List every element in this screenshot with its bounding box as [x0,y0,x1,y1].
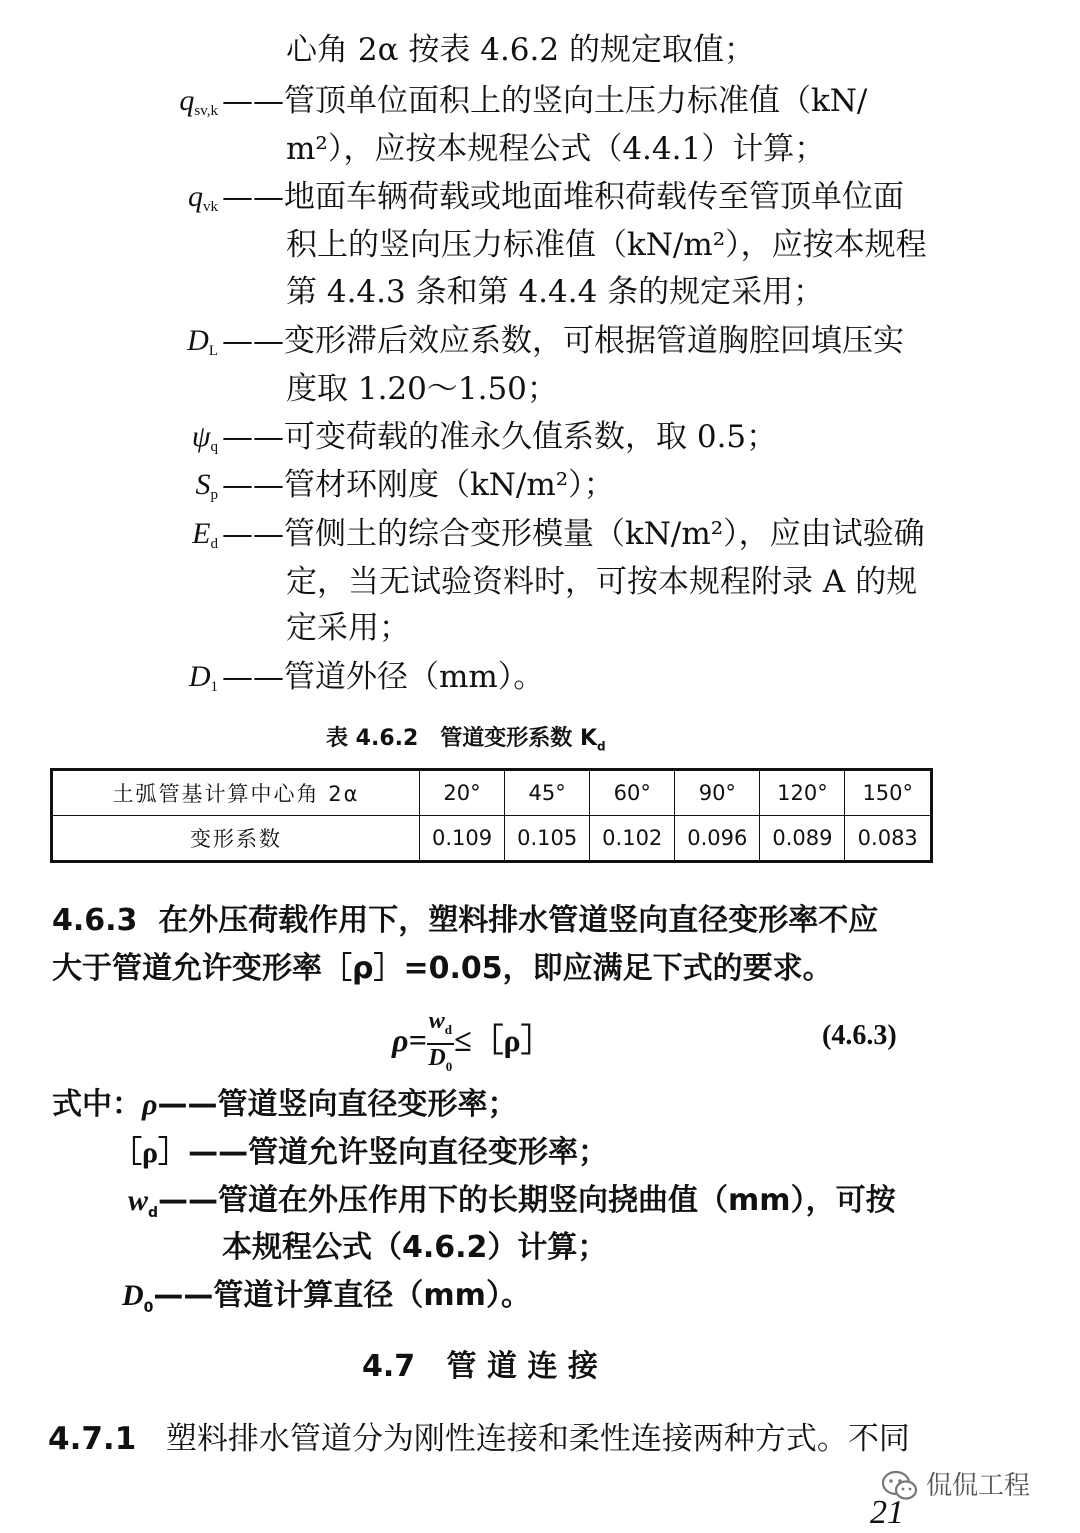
table-caption: 表 4.6.2 管道变形系数 $K_d$ [326,726,606,754]
clause-463-line2: 大于管道允许变形率［ρ］=0.05，即应满足下式的要求。 [52,951,833,986]
table-cell-angle: 150° [845,770,932,816]
definition-qvk-line3: 第 4.4.3 条和第 4.4.4 条的规定采用； [286,274,825,310]
formula-number: (4.6.3) [822,1020,897,1051]
definition-ed-line2: 定，当无试验资料时，可按本规程附录 A 的规 [286,564,918,600]
deformation-coefficient-table [50,768,933,863]
where-wd-line1: $w_d——$管道在外压作用下的长期竖向挠曲值（mm），可按 [128,1183,896,1221]
formula-fraction: $\frac{w_d}{D_0}$ [428,1008,453,1074]
definition-qsvk-line1: ——管顶单位面积上的竖向土压力标准值（kN/ [222,83,868,119]
table-header-angle: 土弧管基计算中心角 2α [52,770,420,816]
definition-continuation: 心角 2α 按表 4.6.2 的规定取值； [286,32,755,68]
watermark-text: 侃侃工程 [926,1471,1031,1501]
section-heading: 4.7 管 道 连 接 [362,1349,598,1384]
table-header-coefficient: 变形系数 [52,816,420,862]
symbol-sp: $S_p$ [195,468,218,503]
table-cell-coefficient: 0.089 [760,816,845,862]
table-cell-coefficient: 0.096 [675,816,760,862]
where-wd-line2: 本规程公式（4.6.2）计算； [222,1230,608,1265]
definition-sp: ——管材环刚度（kN/m²）； [222,467,615,503]
table-cell-coefficient: 0.083 [845,816,932,862]
symbol-qvk: $q_{vk}$ [188,180,218,215]
clause-471: 4.7.1 塑料排水管道分为刚性连接和柔性连接两种方式。不同 [48,1421,910,1457]
symbol-psiq: $\psi_q$ [191,420,218,455]
table-cell-coefficient: 0.102 [590,816,675,862]
definition-qsvk-line2: m²），应按本规程公式（4.4.1）计算； [286,131,826,167]
table-cell-angle: 120° [760,770,845,816]
table-cell-angle: 60° [590,770,675,816]
table-cell-coefficient: 0.109 [420,816,505,862]
page-number: 21 [870,1494,904,1531]
definition-d1: ——管道外径（mm）。 [222,659,545,695]
symbol-ed: $E_d$ [192,517,218,552]
symbol-qsvk: $q_{sv,k}$ [179,84,218,119]
table-row-angles [52,770,932,816]
where-rho-allowed: ［ρ］——管道允许竖向直径变形率； [112,1135,609,1170]
formula-463: ρ= $\frac{w_d}{D_0}$ ≤［ρ］ [392,1008,553,1080]
clause-463-line1: 4.6.3 在外压荷载作用下，塑料排水管道竖向直径变形率不应 [52,903,879,938]
where-d0: $D_0——$管道计算直径（mm）。 [122,1278,531,1316]
symbol-d1: $D_1$ [188,660,218,695]
table-cell-coefficient: 0.105 [505,816,590,862]
definition-dl-line1: ——变形滞后效应系数，可根据管道胸腔回填压实 [222,323,904,359]
definition-dl-line2: 度取 1.20～1.50； [286,371,558,407]
definition-qvk-line1: ——地面车辆荷载或地面堆积荷载传至管顶单位面 [222,179,904,215]
definition-ed-line3: 定采用； [286,610,410,646]
definition-psiq: ——可变荷载的准永久值系数，取 0.5； [222,419,778,455]
definition-ed-line1: ——管侧土的综合变形模量（kN/m²），应由试验确 [222,516,925,552]
table-cell-angle: 45° [505,770,590,816]
table-cell-angle: 20° [420,770,505,816]
table-row-coefficients [52,816,932,862]
definition-qvk-line2: 积上的竖向压力标准值（kN/m²），应按本规程 [286,227,927,263]
symbol-dl: $D_L$ [187,324,218,359]
where-label: 式中：ρ——管道竖向直径变形率； [52,1087,518,1122]
table-cell-angle: 90° [675,770,760,816]
